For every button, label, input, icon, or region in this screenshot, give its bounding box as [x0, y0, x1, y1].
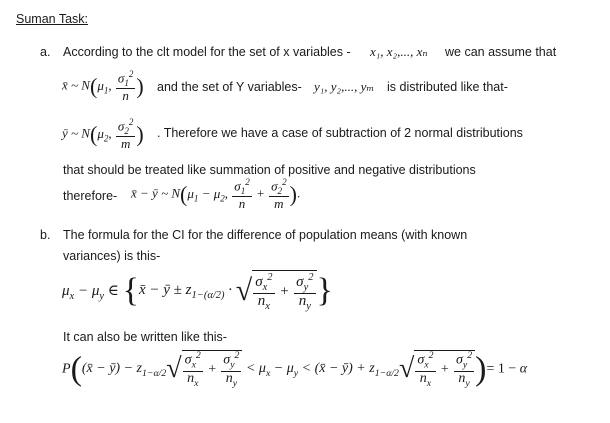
part-a-line1-end: we can assume that	[445, 45, 557, 59]
part-a-label: a.	[40, 45, 51, 59]
equation-xbar-dist: x̄ ~ $N(\mu_1$, $\frac{\sigma_1^2}{n}$ )	[62, 69, 144, 104]
part-a-line4: that should be treated like summation of positive and negative distributions	[63, 163, 476, 177]
equation-ybar-dist: ȳ ~ $N(\mu_2$, $\frac{\sigma_2^2}{m}$ )	[62, 117, 144, 152]
equation-prob: P((x̄ − ȳ) − $z_{1-\alpha/2}√$ $\frac{\sigma_x^2}{n_x}$ + $\frac{\sigma_y^2}{n_y}$ < $\mu_x - \mu_y$ < (x̄ − ȳ) + $z_{1-\alpha/2}√$ $\frac{\sigma_x^2}{n_x}$ + $\frac{\sigma_y^2}{n_y}$ )= 1 − α	[62, 350, 528, 389]
part-a-line3: . Therefore we have a case of subtraction of 2 normal distributions	[157, 126, 523, 140]
equation-ci: $\mu_x - \mu_y$ ∈ {x̄ − ȳ ± $z_{1-(\alpha/2)}$ · √ $\frac{\sigma_x^2}{n_x}$ + $\frac{\sigma_y^2}{n_y}$ }	[62, 272, 333, 313]
document-title: Suman Task:	[16, 12, 89, 26]
x-variables-math: x₁, x₂,..., xₙ	[370, 44, 428, 59]
part-a-line5: therefore-	[63, 189, 118, 203]
y-variables-math: y₁, y₂,..., yₘ	[314, 79, 375, 94]
part-b-line2: variances) is this-	[63, 249, 161, 263]
part-a-line2-end: is distributed like that-	[387, 80, 508, 94]
part-b-line1: The formula for the CI for the difference of population means (with known	[63, 228, 468, 242]
part-b-line3: It can also be written like this-	[63, 330, 227, 344]
equation-diff-dist: x̄ − ȳ ~ $N(\mu_1 - \mu_2$, $\frac{\sigma_1^2}{n}$ + $\frac{\sigma_2^2}{m}$ ).	[131, 177, 301, 212]
part-a-line2: and the set of Y variables-	[157, 80, 302, 94]
part-b-label: b.	[40, 228, 51, 242]
part-a-line1: According to the clt model for the set of x variables -	[63, 45, 351, 59]
